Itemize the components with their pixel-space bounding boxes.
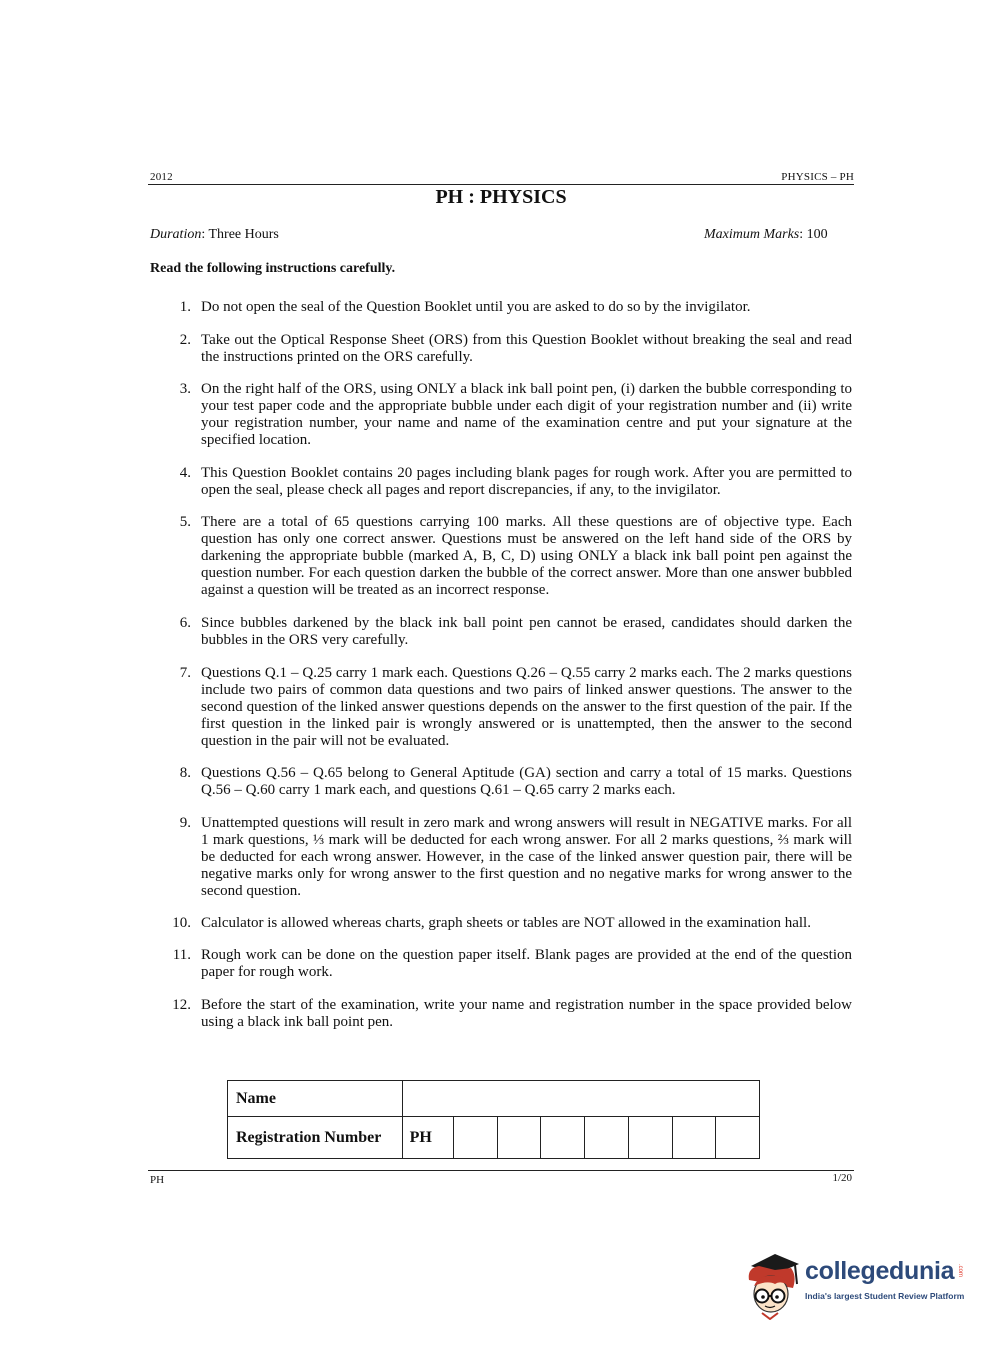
max-marks-value: : 100 [799,227,828,242]
instruction-number: 8. [179,765,191,782]
instruction-item [172,765,852,799]
subject-code: PHYSICS – PH [781,171,854,183]
instruction-text: Before the start of the examination, write your name and registration number in the space provided below using a black ink ball point pen. [201,996,852,1030]
instruction-number: 10. [172,915,191,932]
instruction-text: Since bubbles darkened by the black ink ball point pen cannot be erased, candidates should darken the bubbles in the ORS very carefully. [201,614,852,648]
instruction-text: Rough work can be done on the question paper itself. Blank pages are provided at the end of the question paper for rough work. [201,947,852,981]
registration-form [227,1080,760,1159]
instruction-text: Questions Q.56 – Q.65 belong to General Aptitude (GA) section and carry a total of 15 marks. Questions Q.56 – Q.60 carry 1 mark each, and questions Q.61 – Q.65 carry 2 marks each. [201,765,852,799]
footer-divider [148,1170,854,1171]
instruction-text: Take out the Optical Response Sheet (ORS) from this Question Booklet without breaking the seal and read the instructions printed on the ORS carefully. [201,331,852,365]
instruction-number: 6. [179,614,191,631]
name-label: Name [228,1081,403,1117]
logo-tagline: India's largest Student Review Platform [805,1291,965,1301]
instruction-number: 11. [172,947,191,964]
instruction-number: 9. [179,814,191,831]
registration-prefix: PH [402,1117,453,1159]
instructions-list [172,299,852,1047]
max-marks-label: Maximum Marks [704,227,800,242]
duration-label: Duration [150,227,202,242]
instruction-item [172,332,852,366]
registration-digit-box[interactable] [628,1117,672,1159]
mascot-icon [745,1250,803,1320]
instruction-item [172,915,852,932]
instruction-text: On the right half of the ORS, using ONLY a black ink ball point pen, (i) darken the bubble corresponding to your test paper code and the appropriate bubble under each digit of your registration number and (ii) write your registration number, your name and name of the examination centre and put your signature at the specified location. [201,381,852,449]
collegedunia-logo [745,1250,970,1320]
instruction-item [172,947,852,981]
instruction-number: 7. [179,664,191,681]
instruction-number: 12. [172,996,191,1013]
instruction-number: 2. [179,331,191,348]
instruction-item [172,299,852,316]
instruction-text: There are a total of 65 questions carrying 100 marks. All these questions are of objective type. Each question has only one correct answer. Questions must be answered on the left hand side of the ORS by darkening the appropriate bubble (marked A, B, C, D) using ONLY a black ink ball point pen against the question number. For each question darken the bubble of the correct answer. More than one answer bubbled against a question will be treated as an incorrect response. [201,514,852,599]
instruction-text: This Question Booklet contains 20 pages including blank pages for rough work. After you are permitted to open the seal, please check all pages and report discrepancies, if any, to the invigilator. [201,464,852,498]
exam-year: 2012 [150,171,173,183]
instruction-item [172,381,852,449]
page-number: 1/20 [832,1172,852,1184]
registration-digit-box[interactable] [497,1117,541,1159]
instruction-number: 1. [179,299,191,315]
registration-digit-box[interactable] [716,1117,760,1159]
instruction-item [172,997,852,1031]
instruction-number: 3. [179,381,191,398]
registration-digit-box[interactable] [672,1117,716,1159]
instruction-item [172,615,852,649]
logo-dotcom: .com [957,1264,963,1278]
registration-digit-box[interactable] [541,1117,585,1159]
instruction-number: 5. [179,514,191,531]
instruction-text: Do not open the seal of the Question Booklet until you are asked to do so by the invigilator. [201,299,751,315]
instruction-text: Calculator is allowed whereas charts, graph sheets or tables are NOT allowed in the examination hall. [201,915,811,932]
header-divider [148,184,854,185]
instructions-heading: Read the following instructions carefully. [150,261,396,276]
name-field[interactable] [402,1081,759,1117]
instruction-item [172,465,852,499]
instruction-item [172,665,852,750]
registration-label: Registration Number [228,1117,403,1159]
registration-digit-box[interactable] [453,1117,497,1159]
logo-wordmark: collegedunia [805,1257,955,1285]
instruction-number: 4. [179,464,191,481]
instruction-item [172,514,852,599]
page-title: PH : PHYSICS [435,186,567,208]
instruction-text: Unattempted questions will result in zero mark and wrong answers will result in NEGATIVE marks. For all 1 mark questions, ⅓ mark will be deducted for each wrong answer. For all 2 marks questions, ⅔ mark will be deducted for each wrong answer. However, in the case of the linked answer question pair, there will be negative marks only for wrong answer to the first question and no negative marks for wrong answer to the second question. [201,814,852,899]
instruction-text: Questions Q.1 – Q.25 carry 1 mark each. Questions Q.26 – Q.55 carry 2 marks each. The 2 marks questions include two pairs of common data questions and two pairs of linked answer questions. The answer to the second question of the linked answer questions depends on the answer to the first question of the pair. If the first question in the linked pair is wrongly answered or is unattempted, then the answer to the second question in the pair will not be evaluated. [201,664,852,749]
duration [150,227,279,243]
duration-value: : Three Hours [201,227,279,242]
maximum-marks [704,227,828,243]
registration-digit-box[interactable] [585,1117,629,1159]
footer-paper-code: PH [150,1174,165,1186]
instruction-item [172,815,852,900]
